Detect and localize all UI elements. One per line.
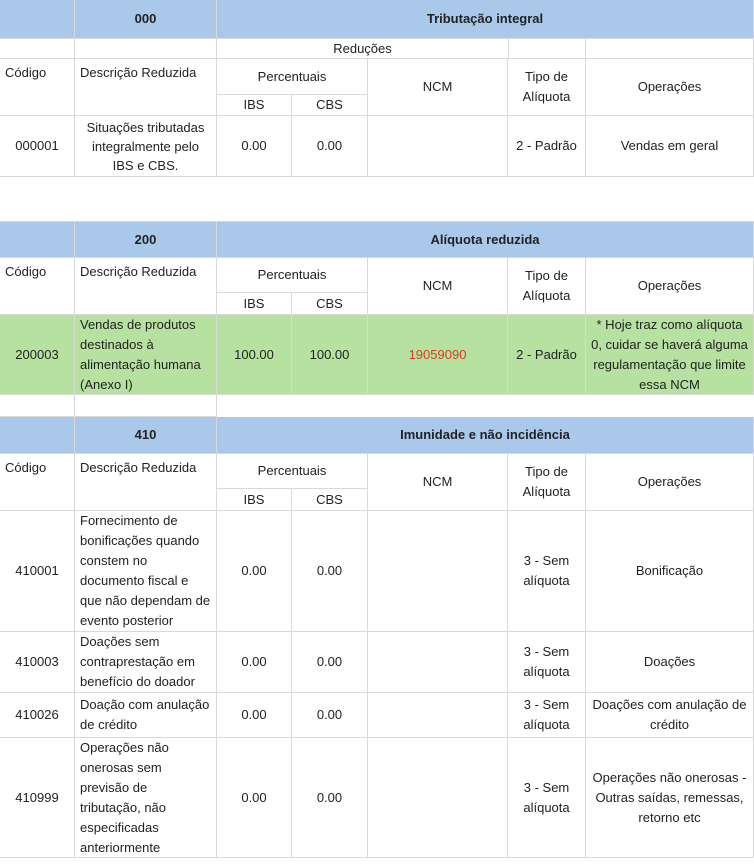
header-operacoes: Operações xyxy=(586,59,754,116)
row-200003-cbs: 100.00 xyxy=(292,315,368,395)
section-000-left-header xyxy=(0,0,75,39)
header-ibs: IBS xyxy=(217,293,292,315)
row-410999-ibs: 0.00 xyxy=(217,738,292,858)
header-cbs: CBS xyxy=(292,95,368,116)
header-operacoes: Operações xyxy=(586,454,754,511)
header-ibs: IBS xyxy=(217,95,292,116)
row-200003-ops: * Hoje traz como alíquota 0, cuidar se haverá alguma regulamentação que limite essa NCM xyxy=(586,315,754,395)
row-410026-ibs: 0.00 xyxy=(217,693,292,738)
header-codigo: Código xyxy=(0,454,75,511)
row-200003-ibs: 100.00 xyxy=(217,315,292,395)
row-410001-tipo: 3 - Sem alíquota xyxy=(508,511,586,632)
header-descricao: Descrição Reduzida xyxy=(75,454,217,511)
section-000-cst: 000 xyxy=(75,0,217,39)
header-tipo-line2: Alíquota xyxy=(522,484,571,499)
section-200-cst: 200 xyxy=(75,221,217,258)
row-000001-ibs: 0.00 xyxy=(217,116,292,177)
header-tipo-aliquota xyxy=(508,59,586,116)
section-410-cst: 410 xyxy=(75,417,217,454)
header-percentuais: Percentuais xyxy=(217,258,368,293)
section-200-title: Alíquota reduzida xyxy=(217,221,754,258)
blank-cell xyxy=(586,39,754,59)
header-tipo-line1: Tipo de xyxy=(525,464,568,479)
row-410026-code: 410026 xyxy=(0,693,75,738)
reducoes-label: Reduções xyxy=(217,39,508,59)
header-tipo-aliquota xyxy=(508,454,586,511)
row-410999-ops: Operações não onerosas - Outras saídas, remessas, retorno etc xyxy=(586,738,754,858)
section-000-title: Tributação integral xyxy=(217,0,754,39)
row-410003-ops: Doações xyxy=(586,632,754,693)
header-codigo: Código xyxy=(0,258,75,315)
header-descricao: Descrição Reduzida xyxy=(75,258,217,315)
row-200003-ncm: 19059090 xyxy=(368,315,508,395)
row-410999-cbs: 0.00 xyxy=(292,738,368,858)
row-000001-code: 000001 xyxy=(0,116,75,177)
row-410026-desc: Doação com anulação de crédito xyxy=(75,693,217,738)
header-tipo-line1: Tipo de xyxy=(525,268,568,283)
row-410003-tipo: 3 - Sem alíquota xyxy=(508,632,586,693)
row-410003-code: 410003 xyxy=(0,632,75,693)
header-operacoes: Operações xyxy=(586,258,754,315)
row-410999-ncm xyxy=(368,738,508,858)
row-410999-desc: Operações não onerosas sem previsão de tributação, não especificadas anteriormente xyxy=(75,738,217,858)
blank-cell xyxy=(75,395,217,417)
header-tipo-line2: Alíquota xyxy=(522,89,571,104)
row-410999-tipo: 3 - Sem alíquota xyxy=(508,738,586,858)
header-descricao: Descrição Reduzida xyxy=(75,59,217,116)
row-410003-cbs: 0.00 xyxy=(292,632,368,693)
row-200003-code: 200003 xyxy=(0,315,75,395)
row-000001-desc: Situações tributadas integralmente pelo IBS e CBS. xyxy=(75,116,217,177)
header-cbs: CBS xyxy=(292,489,368,511)
row-410001-ncm xyxy=(368,511,508,632)
row-410003-ncm xyxy=(368,632,508,693)
header-tipo-line2: Alíquota xyxy=(522,288,571,303)
section-410-left-header xyxy=(0,417,75,454)
header-codigo: Código xyxy=(0,59,75,116)
row-000001-ncm xyxy=(368,116,508,177)
header-tipo-aliquota xyxy=(508,258,586,315)
row-410026-ncm xyxy=(368,693,508,738)
row-410001-ibs: 0.00 xyxy=(217,511,292,632)
row-410026-cbs: 0.00 xyxy=(292,693,368,738)
header-percentuais: Percentuais xyxy=(217,454,368,489)
row-410001-cbs: 0.00 xyxy=(292,511,368,632)
header-ibs: IBS xyxy=(217,489,292,511)
row-200003-tipo: 2 - Padrão xyxy=(508,315,586,395)
blank-cell xyxy=(0,39,75,59)
section-410-title: Imunidade e não incidência xyxy=(217,417,754,454)
blank-cell xyxy=(0,395,75,417)
blank-cell xyxy=(75,39,217,59)
header-cbs: CBS xyxy=(292,293,368,315)
header-ncm: NCM xyxy=(368,454,508,511)
row-000001-cbs: 0.00 xyxy=(292,116,368,177)
row-410001-code: 410001 xyxy=(0,511,75,632)
section-200-left-header xyxy=(0,221,75,258)
row-000001-tipo: 2 - Padrão xyxy=(508,116,586,177)
header-ncm: NCM xyxy=(368,258,508,315)
header-tipo-line1: Tipo de xyxy=(525,69,568,84)
header-ncm: NCM xyxy=(368,59,508,116)
row-410999-code: 410999 xyxy=(0,738,75,858)
row-410003-desc: Doações sem contraprestação em benefício do doador xyxy=(75,632,217,693)
row-200003-desc: Vendas de produtos destinados à alimentação humana (Anexo I) xyxy=(75,315,217,395)
row-410003-ibs: 0.00 xyxy=(217,632,292,693)
blank-cell xyxy=(508,39,586,59)
row-000001-ops: Vendas em geral xyxy=(586,116,754,177)
row-410026-ops: Doações com anulação de crédito xyxy=(586,693,754,738)
row-410001-ops: Bonificação xyxy=(586,511,754,632)
header-percentuais: Percentuais xyxy=(217,59,368,95)
row-410001-desc: Fornecimento de bonificações quando constem no documento fiscal e que não dependam de evento posterior xyxy=(75,511,217,632)
row-410026-tipo: 3 - Sem alíquota xyxy=(508,693,586,738)
